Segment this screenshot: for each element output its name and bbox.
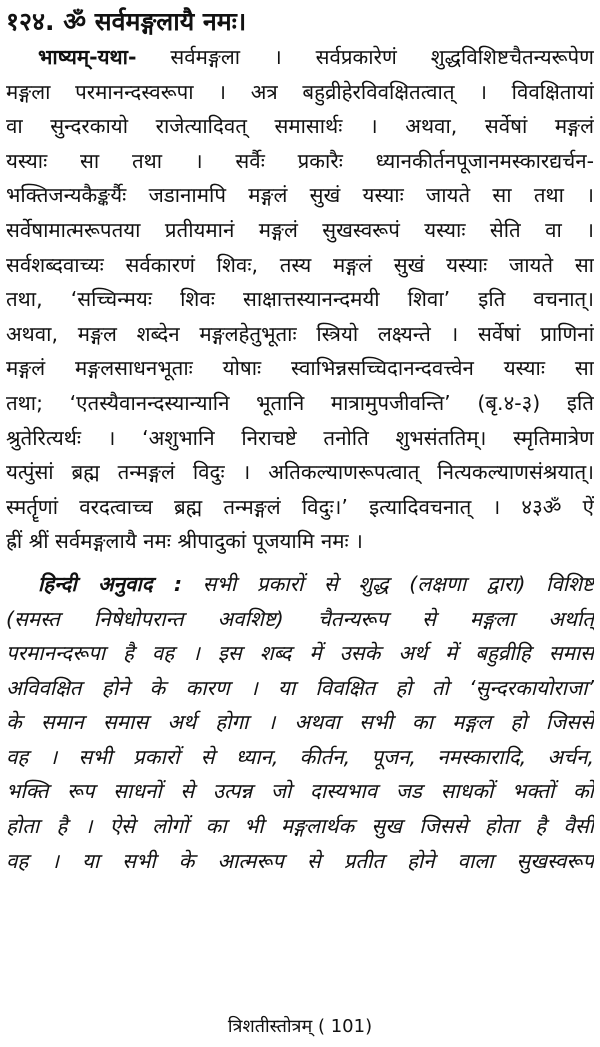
bhashya-line: यत्पुंसां ब्रह्म तन्मङ्गलं विदुः । अतिकल्याणरूपत्वात् नित्यकल्याणसंश्रयात्। (6, 460, 594, 485)
bhashya-line: वा सुन्दरकायो राजेत्यादिवत् समासार्थः । अथवा, सर्वेषां मङ्गलं (6, 114, 594, 139)
hindi-label: हिन्दी अनुवाद : (38, 571, 183, 596)
hindi-line: वह । सभी प्रकारों से ध्यान, कीर्तन, पूजन, नमस्कारादि, अर्चन, (6, 744, 594, 769)
hindi-line: के समान समास अर्थ होगा । अथवा सभी का मङ्गल हो जिससे (6, 710, 594, 735)
bhashya-line: ह्रीं श्रीं सर्वमङ्गलायै नमः श्रीपादुकां पूजयामि नमः । (6, 529, 363, 554)
bhashya-line: स्मर्तॄणां वरदत्वाच्च ब्रह्म तन्मङ्गलं विदुः।’ इत्यादिवचनात् । ४३ॐ ऐं (6, 494, 594, 519)
hindi-line: भक्ति रूप साधनों से उत्पन्न जो दास्यभाव जड साधकों भक्तों को (6, 779, 594, 804)
hindi-line: अविवक्षित होने के कारण । या विवक्षित हो तो ‘सुन्दरकायोराजा’ (6, 675, 594, 700)
bhashya-line: यस्याः सा तथा । सर्वैः प्रकारैः ध्यानकीर्तनपूजानमस्कारद्यर्चन- (6, 148, 594, 173)
hindi-line: परमानन्दरूपा है वह । इस शब्द में उसके अर्थ में बहुव्रीहि समास (6, 641, 594, 666)
bhashya-section (6, 40, 594, 559)
bhashya-text: सर्वमङ्गला । सर्वप्रकारेणं शुद्धविशिष्टचैतन्यरूपेण (136, 45, 594, 69)
verse-heading: १२४. ॐ सर्वमङ्गलायै नमः। (6, 7, 247, 36)
hindi-line: वह । या सभी के आत्मरूप से प्रतीत होने वाला सुखस्वरूप (6, 848, 594, 873)
hindi-line: होता है । ऐसे लोगों का भी मङ्गलार्थक सुख जिससे होता है वैसी (6, 814, 594, 839)
bhashya-label: भाष्यम्-यथा- (38, 45, 137, 69)
bhashya-line: सर्वेषामात्मरूपतया प्रतीयमानं मङ्गलं सुखस्वरूपं यस्याः सेति वा । (6, 217, 594, 242)
bhashya-line: श्रुतेरित्यर्थः । ‘अशुभानि निराचष्टे तनोति शुभसंततिम्। स्मृतिमात्रेण (6, 425, 594, 450)
bhashya-line: तथा; ‘एतस्यैवानन्दस्यान्यानि भूतानि मात्रामुपजीवन्ति’ (बृ.४-३) इति (6, 390, 594, 415)
page-footer: त्रिशतीस्तोत्रम् ( 101) (227, 1016, 373, 1037)
bhashya-line (6, 40, 594, 75)
bhashya-line: अथवा, मङ्गल शब्देन मङ्गलहेतुभूताः स्त्रियो लक्ष्यन्ते । सर्वेषां प्राणिनां (6, 321, 594, 346)
bhashya-line: तथा, ‘सच्चिन्मयः शिवः साक्षात्तस्यानन्दमयी शिवा’ इति वचनात्। (6, 287, 594, 312)
bhashya-line: मङ्गलं मङ्गलसाधनभूताः योषाः स्वाभिन्नसच्चिदानन्दवत्त्वेन यस्याः सा (6, 356, 594, 381)
hindi-text: सभी प्रकारों से शुद्ध (लक्षणा द्वारा) विशिष्ट (182, 571, 594, 596)
hindi-line (6, 567, 594, 602)
hindi-line: (समस्त निषेधोपरान्त अवशिष्ट) चैतन्यरूप से मङ्गला अर्थात् (6, 606, 594, 631)
bhashya-line: सर्वशब्दवाच्यः सर्वकारणं शिवः, तस्य मङ्गलं सुखं यस्याः जायते सा (6, 252, 594, 277)
bhashya-line: भक्तिजन्यकैङ्कर्यैः जडानामपि मङ्गलं सुखं यस्याः जायते सा तथा । (6, 183, 594, 208)
hindi-translation-section (6, 567, 594, 878)
bhashya-line: मङ्गला परमानन्दस्वरूपा । अत्र बहुव्रीहेरविवक्षितत्वात् । विवक्षितायां (6, 79, 594, 104)
